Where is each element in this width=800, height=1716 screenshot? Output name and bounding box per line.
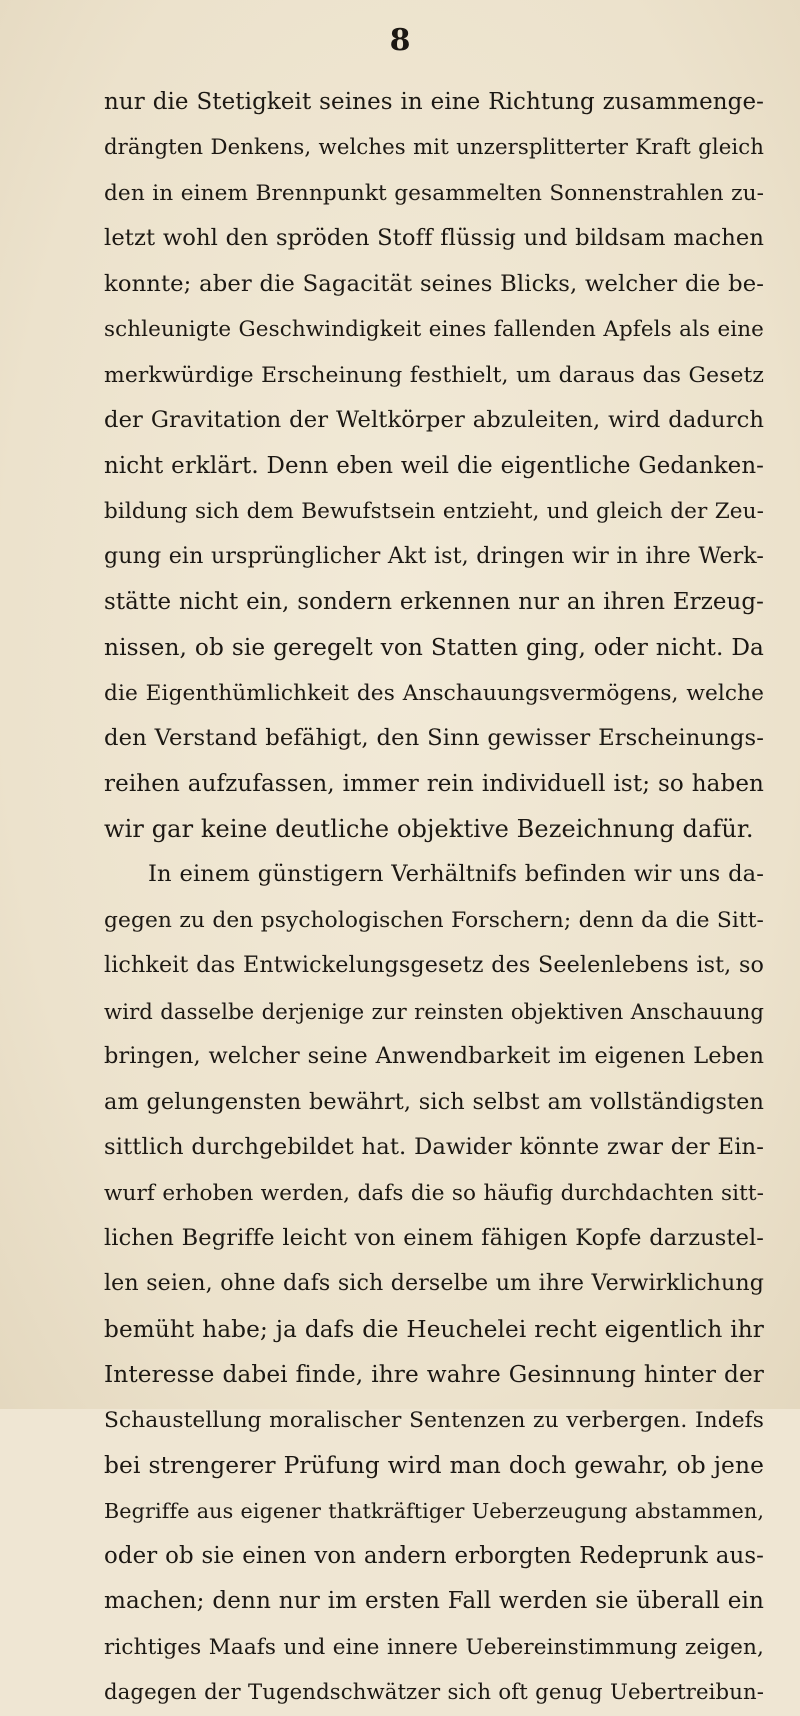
text-line: dagegen der Tugendschwätzer sich oft genug Uebertreibun- xyxy=(104,1680,764,1706)
text-line: stätte nicht ein, sondern erkennen nur an ihren Erzeug- xyxy=(104,588,764,615)
text-line: nur die Stetigkeit seines in eine Richtung zusammenge- xyxy=(104,89,764,115)
text-line: lichen Begriffe leicht von einem fähigen Kopfe darzustel- xyxy=(104,1224,764,1251)
text-line: Interesse dabei finde, ihre wahre Gesinnung hinter der xyxy=(104,1361,764,1389)
text-line: reihen aufzufassen, immer rein individuell ist; so haben xyxy=(104,770,764,797)
text-line: richtiges Maafs und eine innere Uebereinstimmung zeigen, xyxy=(104,1634,764,1660)
text-line: lichkeit das Entwickelungsgesetz des Seelenlebens ist, so xyxy=(104,952,764,979)
text-line: der Gravitation der Weltkörper abzuleiten, wird dadurch xyxy=(104,407,764,434)
text-line: gegen zu den psychologischen Forschern; denn da die Sitt- xyxy=(104,907,764,933)
page-number: 8 xyxy=(389,23,411,58)
text-line: bildung sich dem Bewufstsein entzieht, und gleich der Zeu- xyxy=(104,498,764,524)
text-line: bemüht habe; ja dafs die Heuchelei recht eigentlich ihr xyxy=(104,1315,764,1343)
text-line: den Verstand befähigt, den Sinn gewisser Erscheinungs- xyxy=(104,725,764,752)
text-line: oder ob sie einen von andern erborgten Redeprunk aus- xyxy=(104,1543,764,1569)
text-line: merkwürdige Erscheinung festhielt, um daraus das Gesetz xyxy=(104,362,764,388)
text-line: schleunigte Geschwindigkeit eines fallenden Apfels als eine xyxy=(104,317,764,343)
text-line: machen; denn nur im ersten Fall werden sie überall ein xyxy=(104,1588,764,1615)
text-line: drängten Denkens, welches mit unzersplitterter Kraft gleich xyxy=(104,135,764,161)
text-line: bringen, welcher seine Anwendbarkeit im eigenen Leben xyxy=(104,1043,764,1070)
paragraph-first-line: In einem günstigern Verhältnifs befinden wir uns da- xyxy=(148,861,764,888)
paragraph-last-line: wir gar keine deutliche objektive Bezeichnung dafür. xyxy=(104,815,754,843)
text-line: sittlich durchgebildet hat. Dawider könnte zwar der Ein- xyxy=(104,1134,764,1161)
text-line: Begriffe aus eigener thatkräftiger Ueberzeugung abstammen, xyxy=(104,1498,764,1523)
text-line: bei strengerer Prüfung wird man doch gewahr, ob jene xyxy=(104,1451,764,1480)
text-line: letzt wohl den spröden Stoff flüssig und bildsam machen xyxy=(104,225,764,252)
text-line: konnte; aber die Sagacität seines Blicks, welcher die be- xyxy=(104,270,764,297)
body-text xyxy=(104,80,764,1716)
text-line: Schaustellung moralischer Sentenzen zu verbergen. Indefs xyxy=(104,1407,764,1433)
text-line: gung ein ursprünglicher Akt ist, dringen wir in ihre Werk- xyxy=(104,543,764,570)
text-line: am gelungensten bewährt, sich selbst am vollständigsten xyxy=(104,1088,764,1115)
text-line: den in einem Brennpunkt gesammelten Sonnenstrahlen zu- xyxy=(104,180,764,206)
text-line: len seien, ohne dafs sich derselbe um ihre Verwirklichung xyxy=(104,1270,764,1297)
text-line: nissen, ob sie geregelt von Statten ging, oder nicht. Da xyxy=(104,634,764,662)
text-line: wird dasselbe derjenige zur reinsten objektiven Anschauung xyxy=(104,998,764,1024)
text-line: nicht erklärt. Denn eben weil die eigentliche Gedanken- xyxy=(104,452,764,479)
text-line: die Eigenthümlichkeit des Anschauungsvermögens, welche xyxy=(104,680,764,706)
text-line: wurf erhoben werden, dafs die so häufig durchdachten sitt- xyxy=(104,1180,764,1206)
